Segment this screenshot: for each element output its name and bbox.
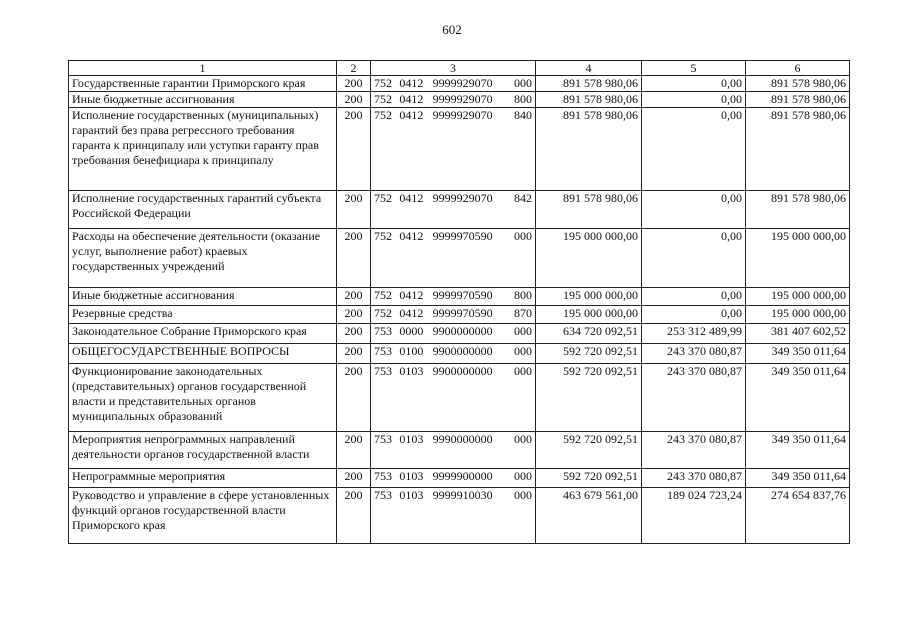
header-col-4: 4 [536,61,642,76]
table-row [69,229,850,288]
code-expense-type: 000 [513,488,532,502]
header-col-3: 3 [371,61,536,76]
row-value-col6: 195 000 000,00 [746,288,850,306]
row-value-col5: 189 024 723,24 [642,488,746,544]
row-classification-code [371,469,536,488]
row-name: Иные бюджетные ассигнования [69,92,337,108]
row-value-col6: 381 407 602,52 [746,324,850,344]
row-value-col5: 0,00 [642,306,746,324]
row-value-col6: 195 000 000,00 [746,229,850,288]
code-target-article: 9999929070 [432,92,493,106]
page-number: 602 [442,22,462,37]
row-section-code: 200 [337,469,371,488]
row-value-col6: 195 000 000,00 [746,306,850,324]
row-classification-code [371,324,536,344]
budget-table [68,60,850,544]
row-value-col5: 243 370 080,87 [642,469,746,488]
row-section-code: 200 [337,92,371,108]
row-value-col6: 349 350 011,64 [746,364,850,432]
row-classification-code [371,306,536,324]
row-value-col6: 349 350 011,64 [746,344,850,364]
row-value-col4: 592 720 092,51 [536,469,642,488]
code-ministry: 753 [374,469,392,483]
code-ministry: 752 [374,92,392,106]
table-row [69,469,850,488]
row-value-col6: 891 578 980,06 [746,76,850,92]
code-expense-type: 000 [513,229,532,243]
row-name: Расходы на обеспечение деятельности (оказание услуг, выполнение работ) краевых государственных учреждений [69,229,337,288]
code-target-article: 9999929070 [432,76,493,90]
code-target-article: 9900000000 [432,364,493,378]
row-name: Иные бюджетные ассигнования [69,288,337,306]
code-section: 0100 [399,344,424,358]
row-classification-code [371,191,536,229]
code-expense-type: 000 [513,432,532,446]
row-value-col4: 195 000 000,00 [536,229,642,288]
row-name: Исполнение государственных гарантий субъекта Российской Федерации [69,191,337,229]
code-target-article: 9999900000 [432,469,493,483]
code-ministry: 752 [374,191,392,205]
table-row [69,108,850,191]
table-row [69,488,850,544]
row-classification-code [371,344,536,364]
code-section: 0412 [399,229,424,243]
code-section: 0412 [399,108,424,122]
code-ministry: 752 [374,76,392,90]
row-value-col5: 243 370 080,87 [642,364,746,432]
code-expense-type: 840 [513,108,532,122]
code-expense-type: 000 [513,76,532,90]
code-ministry: 752 [374,108,392,122]
row-section-code: 200 [337,432,371,469]
row-value-col6: 891 578 980,06 [746,92,850,108]
row-classification-code [371,92,536,108]
code-ministry: 753 [374,364,392,378]
row-section-code: 200 [337,344,371,364]
row-value-col4: 891 578 980,06 [536,108,642,191]
row-value-col4: 891 578 980,06 [536,76,642,92]
row-value-col5: 0,00 [642,288,746,306]
row-name: Государственные гарантии Приморского края [69,76,337,92]
code-ministry: 753 [374,488,392,502]
row-section-code: 200 [337,306,371,324]
row-name: Руководство и управление в сфере установленных функций органов государственной власти Приморского края [69,488,337,544]
row-value-col6: 891 578 980,06 [746,108,850,191]
row-section-code: 200 [337,76,371,92]
row-section-code: 200 [337,229,371,288]
code-ministry: 752 [374,288,392,302]
row-value-col5: 0,00 [642,92,746,108]
row-classification-code [371,76,536,92]
table-body [69,76,850,544]
row-name: Мероприятия непрограммных направлений деятельности органов государственной власти [69,432,337,469]
row-classification-code [371,432,536,469]
code-target-article: 9999929070 [432,108,493,122]
code-target-article: 9999970590 [432,288,493,302]
code-section: 0000 [399,324,424,338]
code-target-article: 9900000000 [432,324,493,338]
code-expense-type: 000 [513,469,532,483]
row-name: Исполнение государственных (муниципальных) гарантий без права регрессного требования гаранта к принципалу или уступки гаранту прав требования бенефициара к принципалу [69,108,337,191]
header-col-6: 6 [746,61,850,76]
row-value-col4: 463 679 561,00 [536,488,642,544]
row-value-col5: 0,00 [642,191,746,229]
table-row [69,344,850,364]
code-ministry: 752 [374,229,392,243]
row-value-col4: 592 720 092,51 [536,364,642,432]
row-classification-code [371,229,536,288]
code-ministry: 753 [374,324,392,338]
code-target-article: 9999970590 [432,229,493,243]
table-row [69,364,850,432]
row-name: Законодательное Собрание Приморского края [69,324,337,344]
row-value-col5: 0,00 [642,76,746,92]
code-expense-type: 000 [513,364,532,378]
code-target-article: 9990000000 [432,432,493,446]
code-ministry: 752 [374,306,392,320]
row-section-code: 200 [337,108,371,191]
table-row [69,76,850,92]
code-expense-type: 800 [513,92,532,106]
row-name: ОБЩЕГОСУДАРСТВЕННЫЕ ВОПРОСЫ [69,344,337,364]
row-section-code: 200 [337,364,371,432]
row-value-col6: 891 578 980,06 [746,191,850,229]
row-name: Непрограммные мероприятия [69,469,337,488]
row-value-col4: 592 720 092,51 [536,432,642,469]
row-classification-code [371,288,536,306]
row-classification-code [371,488,536,544]
row-value-col5: 243 370 080,87 [642,432,746,469]
row-value-col5: 253 312 489,99 [642,324,746,344]
row-value-col5: 0,00 [642,229,746,288]
code-expense-type: 000 [513,324,532,338]
code-section: 0103 [399,432,424,446]
table-row [69,92,850,108]
code-ministry: 753 [374,432,392,446]
header-col-5: 5 [642,61,746,76]
row-value-col4: 634 720 092,51 [536,324,642,344]
row-value-col5: 243 370 080,87 [642,344,746,364]
code-target-article: 9999929070 [432,191,493,205]
code-expense-type: 842 [513,191,532,205]
row-section-code: 200 [337,324,371,344]
table-row [69,306,850,324]
code-target-article: 9999970590 [432,306,493,320]
code-section: 0412 [399,306,424,320]
header-col-2: 2 [337,61,371,76]
row-section-code: 200 [337,288,371,306]
row-name: Резервные средства [69,306,337,324]
code-expense-type: 870 [513,306,532,320]
code-target-article: 9999910030 [432,488,493,502]
code-section: 0103 [399,364,424,378]
row-value-col4: 592 720 092,51 [536,344,642,364]
row-value-col4: 195 000 000,00 [536,288,642,306]
row-classification-code [371,364,536,432]
table-header-row [69,61,850,76]
code-section: 0103 [399,488,424,502]
code-target-article: 9900000000 [432,344,493,358]
code-section: 0412 [399,191,424,205]
row-value-col4: 891 578 980,06 [536,191,642,229]
row-value-col4: 891 578 980,06 [536,92,642,108]
row-value-col6: 274 654 837,76 [746,488,850,544]
table-row [69,288,850,306]
row-value-col6: 349 350 011,64 [746,469,850,488]
code-section: 0412 [399,92,424,106]
row-classification-code [371,108,536,191]
code-expense-type: 000 [513,344,532,358]
table-row [69,191,850,229]
code-section: 0103 [399,469,424,483]
row-name: Функционирование законодательных (представительных) органов государственной власти и представительных органов муниципальных образований [69,364,337,432]
header-col-1: 1 [69,61,337,76]
code-section: 0412 [399,288,424,302]
table-row [69,432,850,469]
code-section: 0412 [399,76,424,90]
row-section-code: 200 [337,191,371,229]
row-value-col5: 0,00 [642,108,746,191]
row-section-code: 200 [337,488,371,544]
row-value-col4: 195 000 000,00 [536,306,642,324]
code-expense-type: 800 [513,288,532,302]
row-value-col6: 349 350 011,64 [746,432,850,469]
table-row [69,324,850,344]
code-ministry: 753 [374,344,392,358]
